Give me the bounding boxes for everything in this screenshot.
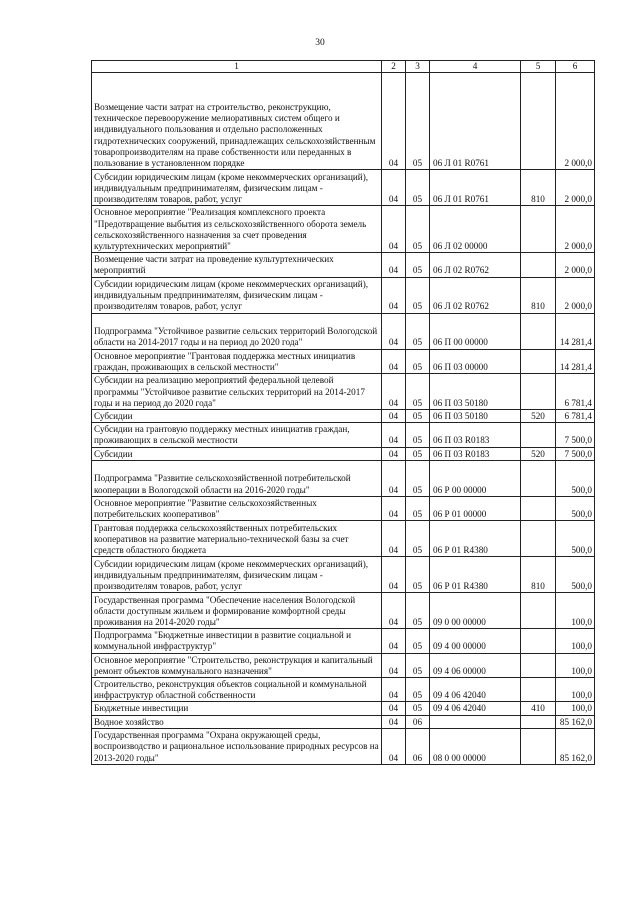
table-row — [92, 629, 595, 653]
expense-type-code — [521, 653, 556, 677]
expense-type-code — [521, 253, 556, 277]
row-name: Субсидии — [92, 410, 382, 423]
target-article-code: 09 4 06 42040 — [430, 678, 521, 702]
target-article-code: 06 Л 02 00000 — [430, 206, 521, 253]
section-code: 04 — [382, 253, 406, 277]
header-cell: 2 — [382, 61, 406, 73]
section-code: 04 — [382, 349, 406, 373]
subsection-code: 05 — [406, 410, 430, 423]
target-article-code: 06 П 00 00000 — [430, 313, 521, 349]
amount: 100,0 — [556, 702, 595, 715]
row-name: Субсидии — [92, 447, 382, 460]
table-row — [92, 447, 595, 460]
row-name: Подпрограмма "Развитие сельскохозяйственной потребительской кооперации в Вологодской области на 2016-2020 годы" — [92, 460, 382, 496]
amount: 100,0 — [556, 653, 595, 677]
table-row — [92, 460, 595, 496]
header-cell: 4 — [430, 61, 521, 73]
amount: 6 781,4 — [556, 410, 595, 423]
amount: 2 000,0 — [556, 253, 595, 277]
amount: 500,0 — [556, 557, 595, 593]
section-code: 04 — [382, 702, 406, 715]
header-row — [92, 61, 595, 73]
row-name: Основное мероприятие "Строительство, реконструкция и капитальный ремонт объектов коммунального назначения" — [92, 653, 382, 677]
subsection-code: 05 — [406, 557, 430, 593]
expense-type-code — [521, 715, 556, 728]
subsection-code: 05 — [406, 206, 430, 253]
subsection-code: 05 — [406, 678, 430, 702]
target-article-code: 06 Л 01 R0761 — [430, 73, 521, 170]
amount: 85 162,0 — [556, 715, 595, 728]
section-code: 04 — [382, 374, 406, 410]
expense-type-code — [521, 728, 556, 764]
table-row — [92, 206, 595, 253]
subsection-code: 05 — [406, 460, 430, 496]
expense-type-code — [521, 496, 556, 520]
section-code: 04 — [382, 423, 406, 447]
section-code: 04 — [382, 496, 406, 520]
table-row — [92, 313, 595, 349]
expense-type-code — [521, 593, 556, 629]
page-number: 30 — [315, 38, 325, 48]
expense-type-code: 520 — [521, 447, 556, 460]
section-code: 04 — [382, 447, 406, 460]
row-name: Государственная программа "Охрана окружающей среды, воспроизводство и рациональное использование природных ресурсов на 2013-2020 годы" — [92, 728, 382, 764]
row-name: Возмещение части затрат на проведение культуртехнических мероприятий — [92, 253, 382, 277]
expense-type-code — [521, 349, 556, 373]
table-row — [92, 653, 595, 677]
row-name: Основное мероприятие "Развитие сельскохозяйственных потребительских кооперативов" — [92, 496, 382, 520]
subsection-code: 05 — [406, 593, 430, 629]
section-code: 04 — [382, 206, 406, 253]
table-row — [92, 374, 595, 410]
section-code: 04 — [382, 313, 406, 349]
target-article-code: 06 Р 01 00000 — [430, 496, 521, 520]
row-name: Строительство, реконструкция объектов социальной и коммунальной инфраструктур областной собственности — [92, 678, 382, 702]
row-name: Основное мероприятие "Реализация комплексного проекта "Предотвращение выбытия из сельскохозяйственного оборота земель сельскохозяйственного назначения за счет проведения культуртехнических мероприятий" — [92, 206, 382, 253]
table-row — [92, 702, 595, 715]
amount: 500,0 — [556, 521, 595, 557]
expense-type-code — [521, 521, 556, 557]
section-code: 04 — [382, 460, 406, 496]
expense-type-code — [521, 206, 556, 253]
row-name: Субсидии на реализацию мероприятий федеральной целевой программы "Устойчивое развитие сельских территорий на 2014-2017 годы и на период до 2020 года" — [92, 374, 382, 410]
row-name: Государственная программа "Обеспечение населения Вологодской области доступным жильем и формирование комфортной среды проживания на 2014-2020 годы" — [92, 593, 382, 629]
amount: 100,0 — [556, 629, 595, 653]
expense-type-code — [521, 374, 556, 410]
target-article-code: 06 Л 01 R0761 — [430, 170, 521, 206]
target-article-code: 06 Л 02 R0762 — [430, 277, 521, 313]
header-cell: 3 — [406, 61, 430, 73]
subsection-code: 06 — [406, 715, 430, 728]
row-name: Возмещение части затрат на строительство, реконструкцию, техническое перевооружение мелиоративных систем общего и индивидуального пользования и отдельно расположенных гидротехнических сооружений, принадлежащих сельскохозяйственным товаропроизводителям на праве собственности или переданных в пользование в установленном порядке — [92, 73, 382, 170]
amount: 2 000,0 — [556, 73, 595, 170]
table-row — [92, 410, 595, 423]
table-row — [92, 496, 595, 520]
row-name: Бюджетные инвестиции — [92, 702, 382, 715]
table-row — [92, 593, 595, 629]
amount: 100,0 — [556, 678, 595, 702]
row-name: Субсидии юридическим лицам (кроме некоммерческих организаций), индивидуальным предпринимателям, физическим лицам - производителям товаров, работ, услуг — [92, 277, 382, 313]
subsection-code: 05 — [406, 170, 430, 206]
section-code: 04 — [382, 728, 406, 764]
row-name: Субсидии на грантовую поддержку местных инициатив граждан, проживающих в сельской местности — [92, 423, 382, 447]
budget-table — [91, 60, 595, 765]
expense-type-code — [521, 460, 556, 496]
expense-type-code: 810 — [521, 557, 556, 593]
row-name: Грантовая поддержка сельскохозяйственных потребительских кооперативов на развитие материально-технической базы за счет средств областного бюджета — [92, 521, 382, 557]
section-code: 04 — [382, 593, 406, 629]
target-article-code: 06 Р 01 R4380 — [430, 557, 521, 593]
target-article-code — [430, 715, 521, 728]
header-cell: 5 — [521, 61, 556, 73]
section-code: 04 — [382, 629, 406, 653]
amount: 100,0 — [556, 593, 595, 629]
section-code: 04 — [382, 170, 406, 206]
header-cell: 6 — [556, 61, 595, 73]
table-row — [92, 715, 595, 728]
table-row — [92, 277, 595, 313]
amount: 7 500,0 — [556, 447, 595, 460]
row-name: Водное хозяйство — [92, 715, 382, 728]
subsection-code: 05 — [406, 73, 430, 170]
subsection-code: 05 — [406, 653, 430, 677]
table-row — [92, 728, 595, 764]
section-code: 04 — [382, 277, 406, 313]
subsection-code: 05 — [406, 423, 430, 447]
subsection-code: 05 — [406, 521, 430, 557]
target-article-code: 06 Л 02 R0762 — [430, 253, 521, 277]
table-row — [92, 349, 595, 373]
subsection-code: 05 — [406, 253, 430, 277]
row-name: Подпрограмма "Устойчивое развитие сельских территорий Вологодской области на 2014-2017 годы и на период до 2020 года" — [92, 313, 382, 349]
amount: 14 281,4 — [556, 313, 595, 349]
subsection-code: 05 — [406, 313, 430, 349]
table-row — [92, 170, 595, 206]
expense-type-code: 810 — [521, 277, 556, 313]
row-name: Основное мероприятие "Грантовая поддержка местных инициатив граждан, проживающих в сельской местности" — [92, 349, 382, 373]
expense-type-code: 810 — [521, 170, 556, 206]
subsection-code: 05 — [406, 447, 430, 460]
target-article-code: 09 4 06 00000 — [430, 653, 521, 677]
section-code: 04 — [382, 557, 406, 593]
amount: 85 162,0 — [556, 728, 595, 764]
target-article-code: 06 П 03 50180 — [430, 374, 521, 410]
subsection-code: 05 — [406, 349, 430, 373]
amount: 2 000,0 — [556, 170, 595, 206]
expense-type-code — [521, 678, 556, 702]
target-article-code: 06 П 03 R0183 — [430, 423, 521, 447]
expense-type-code — [521, 313, 556, 349]
table-row — [92, 423, 595, 447]
target-article-code: 06 П 03 R0183 — [430, 447, 521, 460]
expense-type-code — [521, 629, 556, 653]
target-article-code: 06 Р 01 R4380 — [430, 521, 521, 557]
subsection-code: 05 — [406, 374, 430, 410]
expense-type-code: 410 — [521, 702, 556, 715]
row-name: Субсидии юридическим лицам (кроме некоммерческих организаций), индивидуальным предпринимателям, физическим лицам - производителям товаров, работ, услуг — [92, 557, 382, 593]
target-article-code: 09 0 00 00000 — [430, 593, 521, 629]
amount: 2 000,0 — [556, 206, 595, 253]
target-article-code: 09 4 00 00000 — [430, 629, 521, 653]
target-article-code: 09 4 06 42040 — [430, 702, 521, 715]
amount: 14 281,4 — [556, 349, 595, 373]
expense-type-code — [521, 73, 556, 170]
row-name: Подпрограмма "Бюджетные инвестиции в развитие социальной и коммунальной инфраструктур" — [92, 629, 382, 653]
amount: 500,0 — [556, 460, 595, 496]
expense-type-code: 520 — [521, 410, 556, 423]
subsection-code: 05 — [406, 277, 430, 313]
table-row — [92, 253, 595, 277]
target-article-code: 06 П 03 00000 — [430, 349, 521, 373]
amount: 500,0 — [556, 496, 595, 520]
subsection-code: 05 — [406, 702, 430, 715]
subsection-code: 05 — [406, 629, 430, 653]
target-article-code: 08 0 00 00000 — [430, 728, 521, 764]
table-row — [92, 73, 595, 170]
target-article-code: 06 Р 00 00000 — [430, 460, 521, 496]
section-code: 04 — [382, 410, 406, 423]
section-code: 04 — [382, 678, 406, 702]
section-code: 04 — [382, 653, 406, 677]
section-code: 04 — [382, 521, 406, 557]
table-row — [92, 678, 595, 702]
row-name: Субсидии юридическим лицам (кроме некоммерческих организаций), индивидуальным предпринимателям, физическим лицам - производителям товаров, работ, услуг — [92, 170, 382, 206]
target-article-code: 06 П 03 50180 — [430, 410, 521, 423]
amount: 6 781,4 — [556, 374, 595, 410]
header-cell: 1 — [92, 61, 382, 73]
amount: 7 500,0 — [556, 423, 595, 447]
subsection-code: 06 — [406, 728, 430, 764]
table-row — [92, 521, 595, 557]
table-row — [92, 557, 595, 593]
section-code: 04 — [382, 73, 406, 170]
section-code: 04 — [382, 715, 406, 728]
amount: 2 000,0 — [556, 277, 595, 313]
subsection-code: 05 — [406, 496, 430, 520]
expense-type-code — [521, 423, 556, 447]
